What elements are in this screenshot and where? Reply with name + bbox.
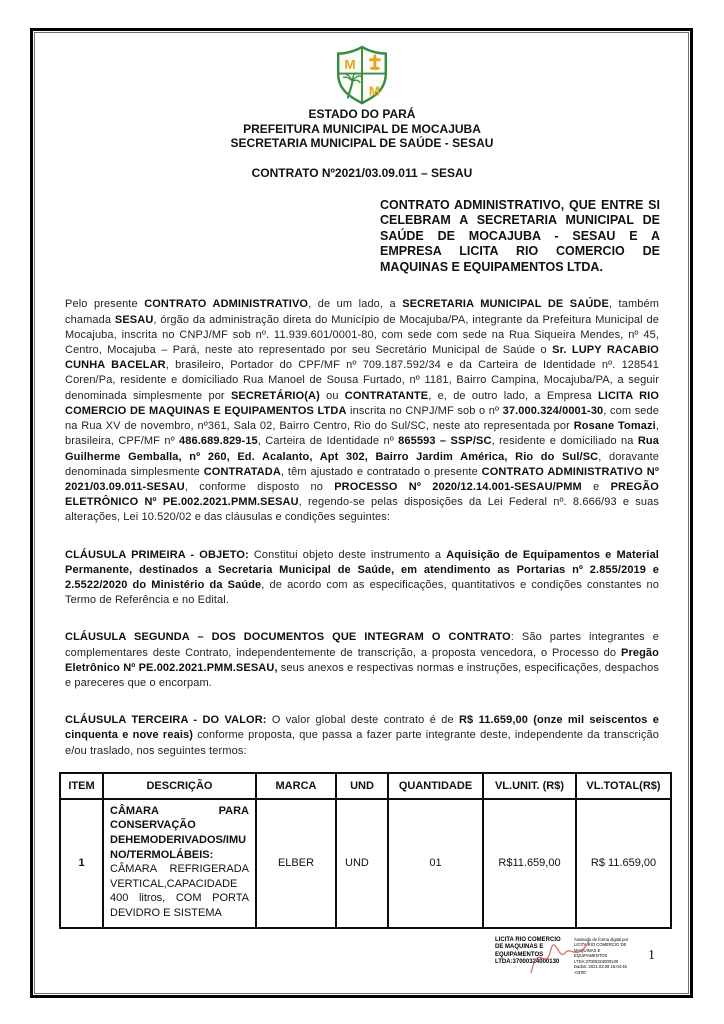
cell-quantidade: 01 [388, 799, 483, 928]
paragraph-clausula-terceira: CLÁUSULA TERCEIRA - DO VALOR: O valor global deste contrato é de R$ 11.659,00 (onze mil seiscentos e cinquenta e nove reais) conforme proposta, que passa a fazer parte integrante deste, independente da transcrição e/ou traslado, nos seguintes termos: [65, 714, 659, 757]
cell-item: 1 [60, 799, 103, 928]
page-content [35, 33, 688, 993]
page-number: 1 [648, 948, 655, 964]
footer-row [65, 937, 659, 976]
org-line-prefeitura: PREFEITURA MUNICIPAL DE MOCAJUBA [243, 121, 481, 136]
col-header-quantidade: QUANTIDADE [388, 773, 483, 799]
descricao-bold-text: CÂMARA PARA CONSERVAÇÃO DEHEMODERIVADOS/IMUNO/TERMOLÁBEIS: [110, 804, 249, 861]
org-line-state: ESTADO DO PARÁ [308, 107, 416, 121]
contract-title: CONTRATO Nº2021/03.09.011 – SESAU [251, 165, 473, 180]
col-header-item: ITEM [60, 773, 103, 799]
cell-descricao [103, 799, 256, 928]
items-table [59, 772, 672, 929]
col-header-marca: MARCA [256, 773, 336, 799]
crest-letter-m-right: M [368, 83, 380, 99]
page-border-frame [30, 28, 693, 998]
col-header-und: UND [336, 773, 388, 799]
col-header-vl-unit: VL.UNIT. (R$) [483, 773, 576, 799]
table-row [60, 799, 671, 928]
paragraph-clausula-primeira: CLÁUSULA PRIMEIRA - OBJETO: Constitui objeto deste instrumento a Aquisição de Equipamentos e Material Permanente, destinados a Secretaria Municipal de Saúde, em atendimento as Portarias nº 2.855/2019 e 2.5522/2020 do Ministério da Saúde, de acordo com as especificações, quantitativos e condições constantes no Termo de Referência e no Edital. [65, 548, 659, 607]
municipal-crest-logo [65, 45, 659, 105]
signature-details: Assinado de forma digital por LICITA RIO COMERCIO DE MAQUINAS E EQUIPAMENTOS LTDA:37000324000130 Dados: 2021.03.09 15:04:45 -03'00' [574, 936, 629, 976]
org-header [65, 107, 659, 151]
paragraph-parties: Pelo presente CONTRATO ADMINISTRATIVO, de um lado, a SECRETARIA MUNICIPAL DE SAÚDE, também chamada SESAU, órgão da administração direta do Município de Mocajuba/PA, integrante da Prefeitura Municipal de Mocajuba, inscrita no CNPJ/MF sob nº. 11.939.601/0001-80, com sede com sede na Rua Siqueira Mendes, nº 45, Centro, Mocajuba – Pará, neste ato representado por seu Secretário Municipal de Saúde o Sr. LUPY RACABIO CUNHA BACELAR, brasileiro, Portador do CPF/MF nº 709.187.592/34 e da Carteira de Identidade nº. 128541 Coren/Pa, residente e domiciliado Rua Manoel de Sousa Furtado, nº 1181, Bairro Campina, Mocajuba/PA, a seguir denominada simplesmente por SECRETÁRIO(A) ou CONTRATANTE, e, de outro lado, a Empresa LICITA RIO COMERCIO DE MAQUINAS E EQUIPAMENTOS LTDA inscrita no CNPJ/MF sob o nº 37.000.324/0001-30, com sede na Rua XV de novembro, nº361, Sala 02, Bairro Centro, Rio do Sul/SC, neste ato representada por Rosane Tomazi, brasileira, CPF/MF nº 486.689.829-15, Carteira de Identidade nº 865593 – SSP/SC, residente e domiciliado na Rua Guilherme Gemballa, nº 260, Ed. Acalanto, Apt 302, Bairro Jardim América, Rio do Sul/SC, doravante denominada simplesmente CONTRATADA, têm ajustado e contratado o presente CONTRATO ADMINISTRATIVO Nº 2021/03.09.011-SESAU, conforme disposto no PROCESSO Nº 2020/12.14.001-SESAU/PMM e PREGÃO ELETRÔNICO Nº PE.002.2021.PMM.SESAU, regendo-se pelas disposições da Lei Federal nº. 8.666/93 e suas alterações, Lei 10.520/02 e das cláusulas e condições seguintes: [65, 298, 659, 524]
contract-preamble: CONTRATO ADMINISTRATIVO, QUE ENTRE SI CELEBRAM A SECRETARIA MUNICIPAL DE SAÚDE DE MOCAJUBA - SESAU E A EMPRESA LICITA RIO COMERCIO DE MAQUINAS E EQUIPAMENTOS LTDA. [380, 197, 660, 274]
org-line-secretaria: SECRETARIA MUNICIPAL DE SAÚDE - SESAU [230, 136, 494, 150]
crest-shield-icon [334, 45, 390, 105]
cell-und: UND [336, 799, 388, 928]
table-header-row [60, 773, 671, 799]
paragraph-clausula-segunda: CLÁUSULA SEGUNDA – DOS DOCUMENTOS QUE INTEGRAM O CONTRATO: São partes integrantes e complementares deste Contrato, independentemente de transcrição, a proposta vencedora, o Processo do Pregão Eletrônico Nº PE.002.2021.PMM.SESAU, seus anexos e respectivas normas e instruções, especificações, despachos e pareceres que o encorpam. [65, 631, 659, 689]
signature-company-name: LICITA RIO COMERCIO DE MAQUINAS E EQUIPAMENTOS LTDA:37000324000130 [495, 936, 561, 966]
col-header-vl-total: VL.TOTAL(R$) [576, 773, 671, 799]
crest-letter-m-left: M [344, 56, 356, 72]
cell-vl-unit: R$11.659,00 [483, 799, 576, 928]
cell-marca: ELBER [256, 799, 336, 928]
descricao-regular-text: CÂMARA REFRIGERADA VERTICAL,CAPACIDADE 400 litros, COM PORTA DEVIDRO E SISTEMA [110, 863, 249, 919]
col-header-descricao: DESCRIÇÃO [103, 773, 256, 799]
cell-vl-total: R$ 11.659,00 [576, 799, 671, 928]
digital-signature-stamp [495, 937, 634, 976]
